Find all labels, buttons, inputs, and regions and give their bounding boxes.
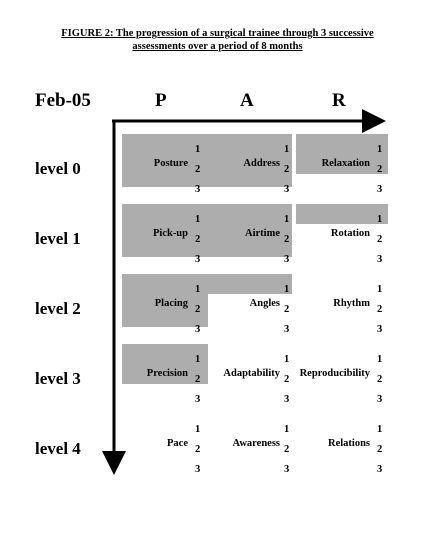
skill-label: Rhythm (333, 298, 370, 309)
sub-number-2: 2 (377, 304, 383, 315)
sub-number-2: 2 (377, 164, 383, 175)
sub-number-3: 3 (377, 254, 383, 265)
skill-label: Airtime (245, 228, 280, 239)
skill-label: Relations (328, 438, 370, 449)
sub-number-1: 1 (377, 424, 383, 435)
sub-number-3: 3 (195, 184, 201, 195)
level-label-4: level 4 (35, 439, 81, 458)
sub-number-3: 3 (195, 324, 201, 335)
sub-number-3: 3 (195, 254, 201, 265)
sub-number-2: 2 (195, 374, 201, 385)
skill-label: Reproducibility (299, 368, 370, 379)
sub-number-3: 3 (284, 184, 290, 195)
sub-number-1: 1 (284, 354, 290, 365)
skill-label: Precision (146, 368, 188, 379)
sub-number-2: 2 (284, 304, 290, 315)
skill-label: Pace (167, 438, 188, 449)
level-label-3: level 3 (35, 369, 81, 388)
sub-number-1: 1 (284, 214, 290, 225)
sub-number-1: 1 (377, 284, 383, 295)
skill-label: Awareness (232, 438, 280, 449)
sub-number-3: 3 (195, 394, 201, 405)
column-header-a: A (240, 90, 254, 111)
sub-number-1: 1 (195, 214, 201, 225)
sub-number-2: 2 (377, 444, 383, 455)
sub-number-3: 3 (284, 324, 290, 335)
sub-number-2: 2 (284, 374, 290, 385)
sub-number-3: 3 (284, 254, 290, 265)
sub-number-1: 1 (377, 214, 383, 225)
skill-label: Relaxation (321, 158, 370, 169)
caption-line-1: FIGURE 2: The progression of a surgical trainee through 3 successive (61, 28, 374, 39)
skill-label: Angles (249, 298, 280, 309)
level-label-2: level 2 (35, 299, 81, 318)
sub-number-3: 3 (195, 464, 201, 475)
sub-number-1: 1 (195, 424, 201, 435)
skill-label: Address (243, 158, 280, 169)
sub-number-1: 1 (377, 354, 383, 365)
skill-label: Placing (154, 298, 188, 309)
sub-number-3: 3 (377, 394, 383, 405)
sub-number-2: 2 (195, 444, 201, 455)
level-label-0: level 0 (35, 159, 81, 178)
sub-number-1: 1 (195, 354, 201, 365)
sub-number-1: 1 (284, 284, 290, 295)
sub-number-3: 3 (284, 394, 290, 405)
skill-label: Posture (153, 158, 188, 169)
sub-number-2: 2 (284, 444, 290, 455)
sub-number-1: 1 (195, 284, 201, 295)
skill-label: Rotation (330, 228, 370, 239)
sub-number-2: 2 (195, 234, 201, 245)
skill-label: Adaptability (223, 368, 280, 379)
sub-number-2: 2 (284, 234, 290, 245)
sub-number-1: 1 (284, 424, 290, 435)
date-label: Feb-05 (35, 90, 91, 111)
column-header-p: P (155, 90, 167, 111)
caption-line-2: assessments over a period of 8 months (132, 41, 303, 52)
sub-number-1: 1 (284, 144, 290, 155)
sub-number-2: 2 (377, 374, 383, 385)
sub-number-1: 1 (377, 144, 383, 155)
sub-number-3: 3 (377, 184, 383, 195)
column-header-r: R (332, 90, 346, 111)
sub-number-3: 3 (377, 464, 383, 475)
sub-number-2: 2 (195, 304, 201, 315)
sub-number-2: 2 (377, 234, 383, 245)
skill-label: Pick-up (152, 228, 188, 239)
sub-number-3: 3 (284, 464, 290, 475)
level-label-1: level 1 (35, 229, 81, 248)
sub-number-2: 2 (195, 164, 201, 175)
sub-number-1: 1 (195, 144, 201, 155)
sub-number-3: 3 (377, 324, 383, 335)
sub-number-2: 2 (284, 164, 290, 175)
